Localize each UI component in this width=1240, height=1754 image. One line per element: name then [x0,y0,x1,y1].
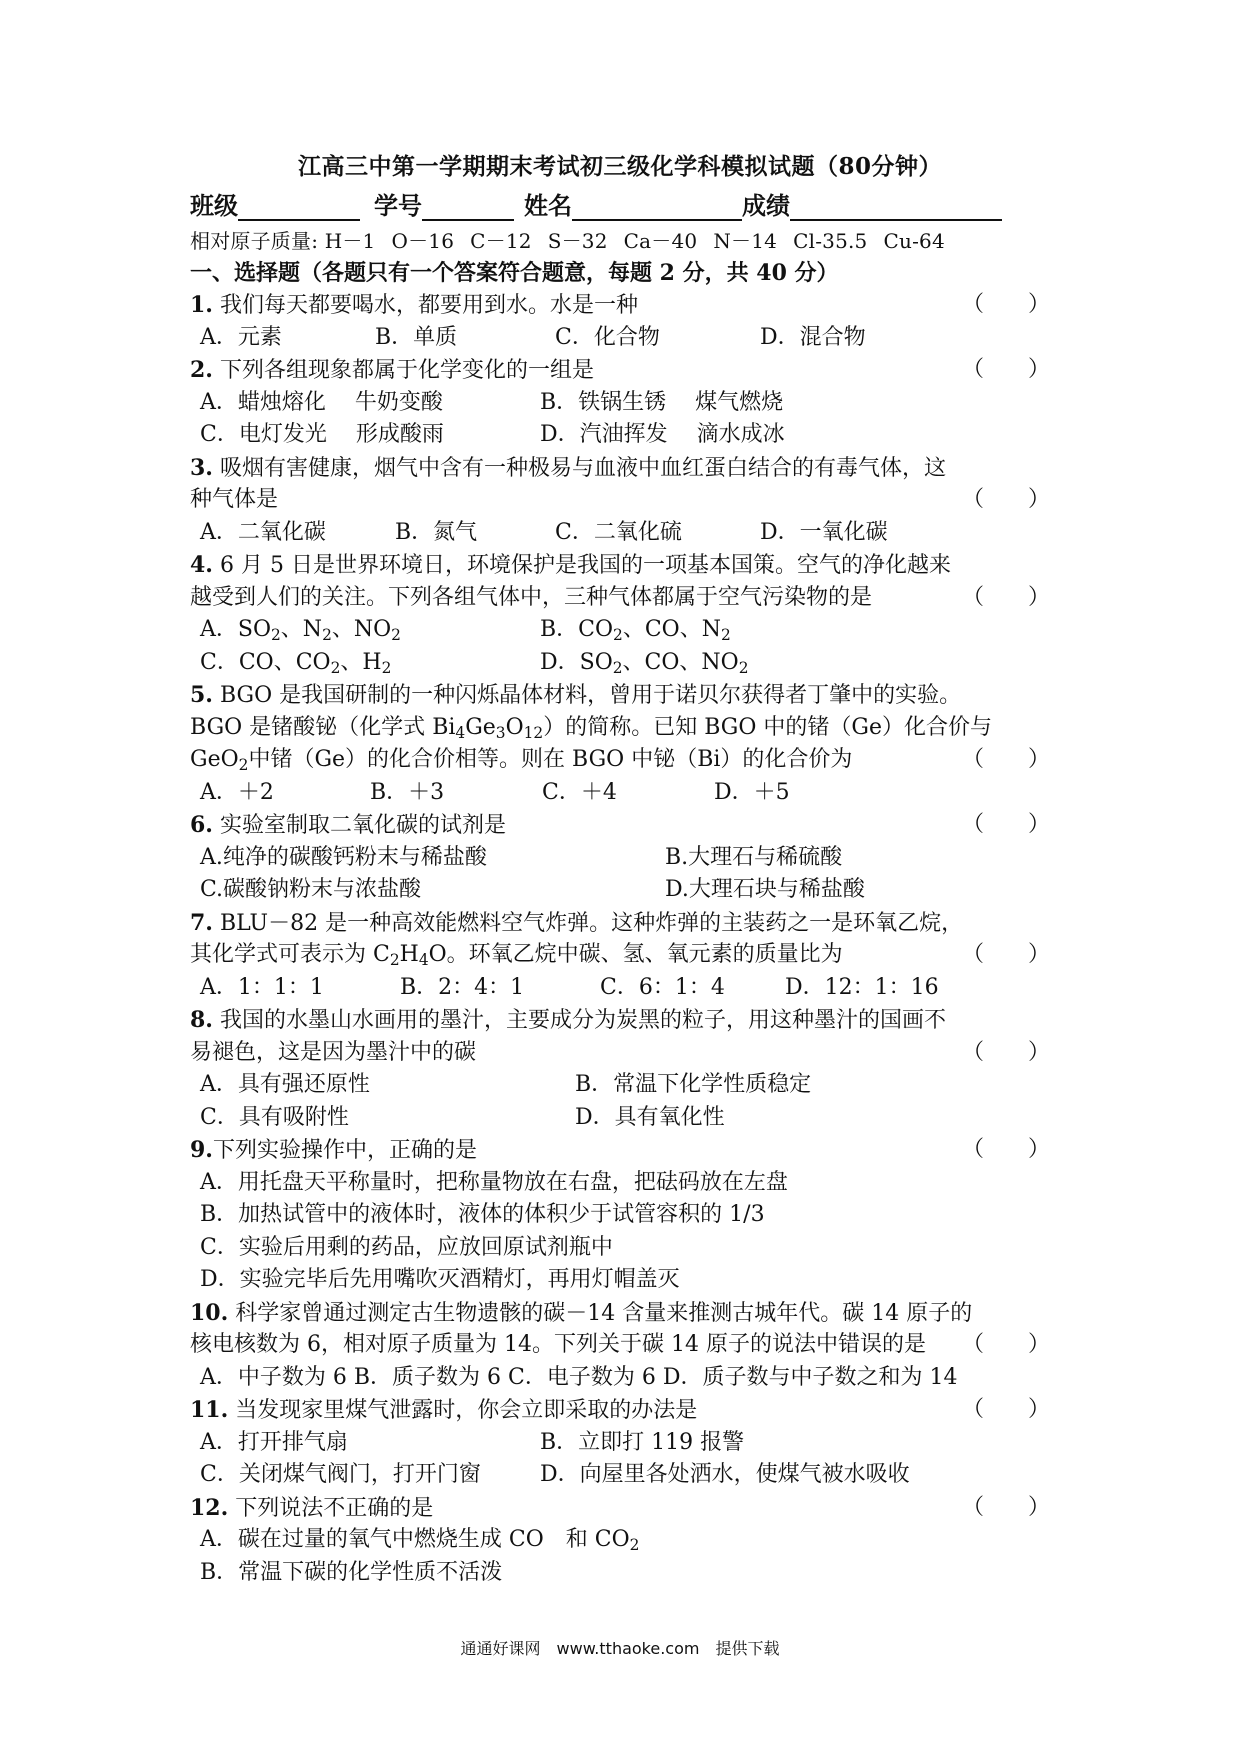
question-1 [190,289,1050,354]
chemical-formula: $C_2H_4O$ [373,942,447,969]
question-5 [190,679,1050,809]
option-d[interactable]: D．12：1：16 [785,974,939,1000]
option-b[interactable]: B．氮气 [395,519,478,545]
question-text: 中锗（Ge）的化合价相等。则在 BGO 中铋（Bi）的化合价为 [248,747,853,772]
option-b[interactable]: B.大理石与稀硫酸 [665,844,843,870]
question-text: 越受到人们的关注。下列各组气体中，三种气体都属于空气污染物的是 [190,584,873,610]
exam-content [190,148,1050,1589]
question-number: 7. [190,909,213,936]
atomic-mass-item: H－1 [324,229,376,253]
question-text: 我国的水墨山水画用的墨汁，主要成分为炭黑的粒子，用这种墨汁的国画不 [219,1008,946,1033]
question-text: BGO 是锗酸铋（化学式 [190,714,433,740]
question-number: 11. [190,1397,229,1423]
option-a[interactable]: A．元素 [200,324,282,350]
question-text: 易褪色，这是因为墨汁中的碳 [190,1039,477,1065]
option-d[interactable]: D．汽油挥发 滴水成冰 [540,422,785,447]
name-label: 姓名 [524,191,572,220]
answer-paren[interactable]: （ ） [961,1494,1050,1520]
question-text: 6 月 5 日是世界环境日，环境保护是我国的一项基本国策。空气的净化越来 [219,553,951,578]
answer-paren[interactable]: （ ） [961,487,1050,512]
question-number: 12. [190,1494,229,1521]
option-a[interactable]: A.纯净的碳酸钙粉末与稀盐酸 [200,844,487,870]
name-field[interactable] [572,195,742,221]
question-text: BLU－82 是一种高效能燃料空气炸弹。这种炸弹的主装药之一是环氧乙烷， [219,910,964,936]
question-8 [190,1004,1050,1134]
section-title: 一、选择题（各题只有一个答案符合题意，每题 2 分，共 40 分） [190,260,839,286]
atomic-mass-item: Cu-64 [883,229,945,253]
question-text: 。环氧乙烷中碳、氢、氧元素的质量比为 [446,942,843,967]
answer-paren[interactable]: （ ） [961,747,1050,772]
chemical-formula: GeO$_2$ [190,747,249,774]
option-c[interactable]: C．＋4 [542,779,617,805]
option-b[interactable]: B．单质 [375,324,458,350]
option-b[interactable]: B．2：4：1 [400,974,525,1000]
answer-paren[interactable]: （ ） [961,292,1050,317]
option-b[interactable]: B．立即打 119 报警 [540,1429,745,1455]
atomic-mass-item: S－32 [547,229,608,253]
option-a[interactable]: A．$SO_2$、$N_2$、$NO_2$ [200,617,401,644]
question-4 [190,549,1050,679]
question-number: 6. [190,812,213,838]
question-text: 吸烟有害健康，烟气中含有一种极易与血液中血红蛋白结合的有毒气体，这 [219,455,946,481]
option-d[interactable]: D．向屋里各处洒水，使煤气被水吸收 [540,1462,910,1487]
atomic-mass-item: O－16 [391,229,455,253]
option-b[interactable]: B．＋3 [370,779,445,805]
id-field[interactable] [422,195,514,221]
question-number: 2. [190,357,213,383]
question-number: 3. [190,454,213,481]
answer-paren[interactable]: （ ） [961,1397,1050,1422]
page-footer: 通通好课网 www.tthaoke.com 提供下载 [460,1639,780,1658]
page-title: 江高三中第一学期期末考试初三级化学科模拟试题（80分钟） [297,153,942,180]
question-number: 4. [190,552,213,578]
option-d[interactable]: D．具有氧化性 [575,1104,725,1130]
options-row[interactable]: A．中子数为 6 B．质子数为 6 C．电子数为 6 D．质子数与中子数之和为 14 [200,1364,958,1390]
question-10 [190,1297,1050,1395]
option-d[interactable]: D．实验完毕后先用嘴吹灭酒精灯，再用灯帽盖灭 [200,1267,680,1292]
question-text: 其化学式可表示为 [190,942,373,967]
option-a[interactable]: A．蜡烛熔化 牛奶变酸 [200,389,443,415]
question-text: 种气体是 [190,487,279,512]
option-c[interactable]: C．CO、$CO_2$、$H_2$ [200,649,392,677]
answer-paren[interactable]: （ ） [961,1137,1050,1162]
answer-paren[interactable]: （ ） [961,1039,1050,1065]
option-b[interactable]: B．常温下碳的化学性质不活泼 [200,1559,503,1585]
question-text: 我们每天都要喝水，都要用到水。水是一种 [219,293,638,318]
option-a[interactable]: A．打开排气扇 [200,1429,348,1455]
question-text: 科学家曾通过测定古生物遗骸的碳－14 含量来推测古城年代。碳 14 原子的 [235,1300,973,1326]
class-field[interactable] [238,195,360,221]
option-b[interactable]: B．$CO_2$、CO、$N_2$ [540,617,731,644]
option-b[interactable]: B．加热试管中的液体时，液体的体积少于试管容积的 1/3 [200,1202,765,1227]
option-a[interactable]: A．1：1：1 [200,974,324,1000]
atomic-mass-item: N－14 [713,229,778,253]
id-label: 学号 [374,191,422,220]
question-3 [190,452,1050,550]
option-c[interactable]: C．实验后用剩的药品，应放回原试剂瓶中 [200,1234,613,1260]
question-text: 下列实验操作中，正确的是 [212,1138,477,1163]
chemical-formula: $Bi_4Ge_3O_{12}$ [432,714,544,742]
option-a[interactable]: A．具有强还原性 [200,1072,370,1097]
question-number: 8. [190,1007,213,1033]
question-text: 当发现家里煤气泄露时，你会立即采取的办法是 [235,1398,698,1423]
question-text: 实验室制取二氧化碳的试剂是 [219,813,506,838]
question-6 [190,809,1050,907]
question-11 [190,1394,1050,1492]
option-d[interactable]: D．$SO_2$、CO、$NO_2$ [540,649,749,677]
option-c[interactable]: C．具有吸附性 [200,1104,349,1130]
option-c[interactable]: C．化合物 [555,324,660,350]
score-field[interactable] [790,195,1002,221]
student-info-row [190,187,1050,221]
question-number: 10. [190,1299,229,1326]
answer-paren[interactable]: （ ） [961,812,1050,837]
atomic-mass-item: Ca－40 [623,229,698,253]
atomic-mass-label: 相对原子质量: [190,229,319,253]
option-d[interactable]: D．一氧化碳 [760,519,888,545]
option-c[interactable]: C．电灯发光 形成酸雨 [200,422,444,447]
question-text: 下列各组现象都属于化学变化的一组是 [219,358,594,383]
question-text: 核电核数为 6，相对原子质量为 14。下列关于碳 14 原子的说法中错误的是 [190,1332,926,1357]
option-d[interactable]: D．＋5 [714,779,790,805]
question-text: 下列说法不正确的是 [235,1495,434,1521]
atomic-mass-item: C－12 [470,229,532,253]
question-2 [190,354,1050,452]
option-b[interactable]: B．铁锅生锈 煤气燃烧 [540,389,784,415]
atomic-mass-row [190,225,1050,257]
question-12 [190,1492,1050,1590]
question-7 [190,907,1050,1005]
option-c[interactable]: C．关闭煤气阀门，打开门窗 [200,1462,481,1487]
option-a-text: A．碳在过量的氧气中燃烧生成 CO 和 [200,1527,588,1552]
option-a[interactable]: A．二氧化碳 [200,519,326,545]
option-c[interactable]: C.碳酸钠粉末与浓盐酸 [200,877,422,902]
answer-paren[interactable]: （ ） [961,584,1050,610]
score-label: 成绩 [742,191,790,220]
option-c[interactable]: C．二氧化硫 [555,519,682,545]
question-number: 5. [190,682,213,708]
answer-paren[interactable]: （ ） [961,942,1050,967]
question-number: 1. [190,292,213,318]
question-text: ）的简称。已知 BGO 中的锗（Ge）化合价与 [543,714,992,740]
option-c[interactable]: C．6：1：4 [600,974,725,1000]
atomic-mass-item: Cl-35.5 [793,229,868,253]
option-a[interactable]: A．用托盘天平称量时，把称量物放在右盘，把砝码放在左盘 [200,1169,788,1195]
question-number: 9. [190,1137,213,1163]
class-label: 班级 [190,191,238,220]
option-a[interactable]: A．碳在过量的氧气中燃烧生成 CO 和 $CO_2$ [200,1527,640,1554]
option-a[interactable]: A．＋2 [200,779,274,805]
option-d[interactable]: D．混合物 [760,324,866,350]
question-9 [190,1134,1050,1297]
option-d[interactable]: D.大理石块与稀盐酸 [665,877,865,902]
answer-paren[interactable]: （ ） [961,357,1050,382]
answer-paren[interactable]: （ ） [961,1332,1050,1357]
question-text: BGO 是我国研制的一种闪烁晶体材料，曾用于诺贝尔获得者丁肇中的实验。 [219,683,962,708]
option-b[interactable]: B．常温下化学性质稳定 [575,1072,812,1097]
